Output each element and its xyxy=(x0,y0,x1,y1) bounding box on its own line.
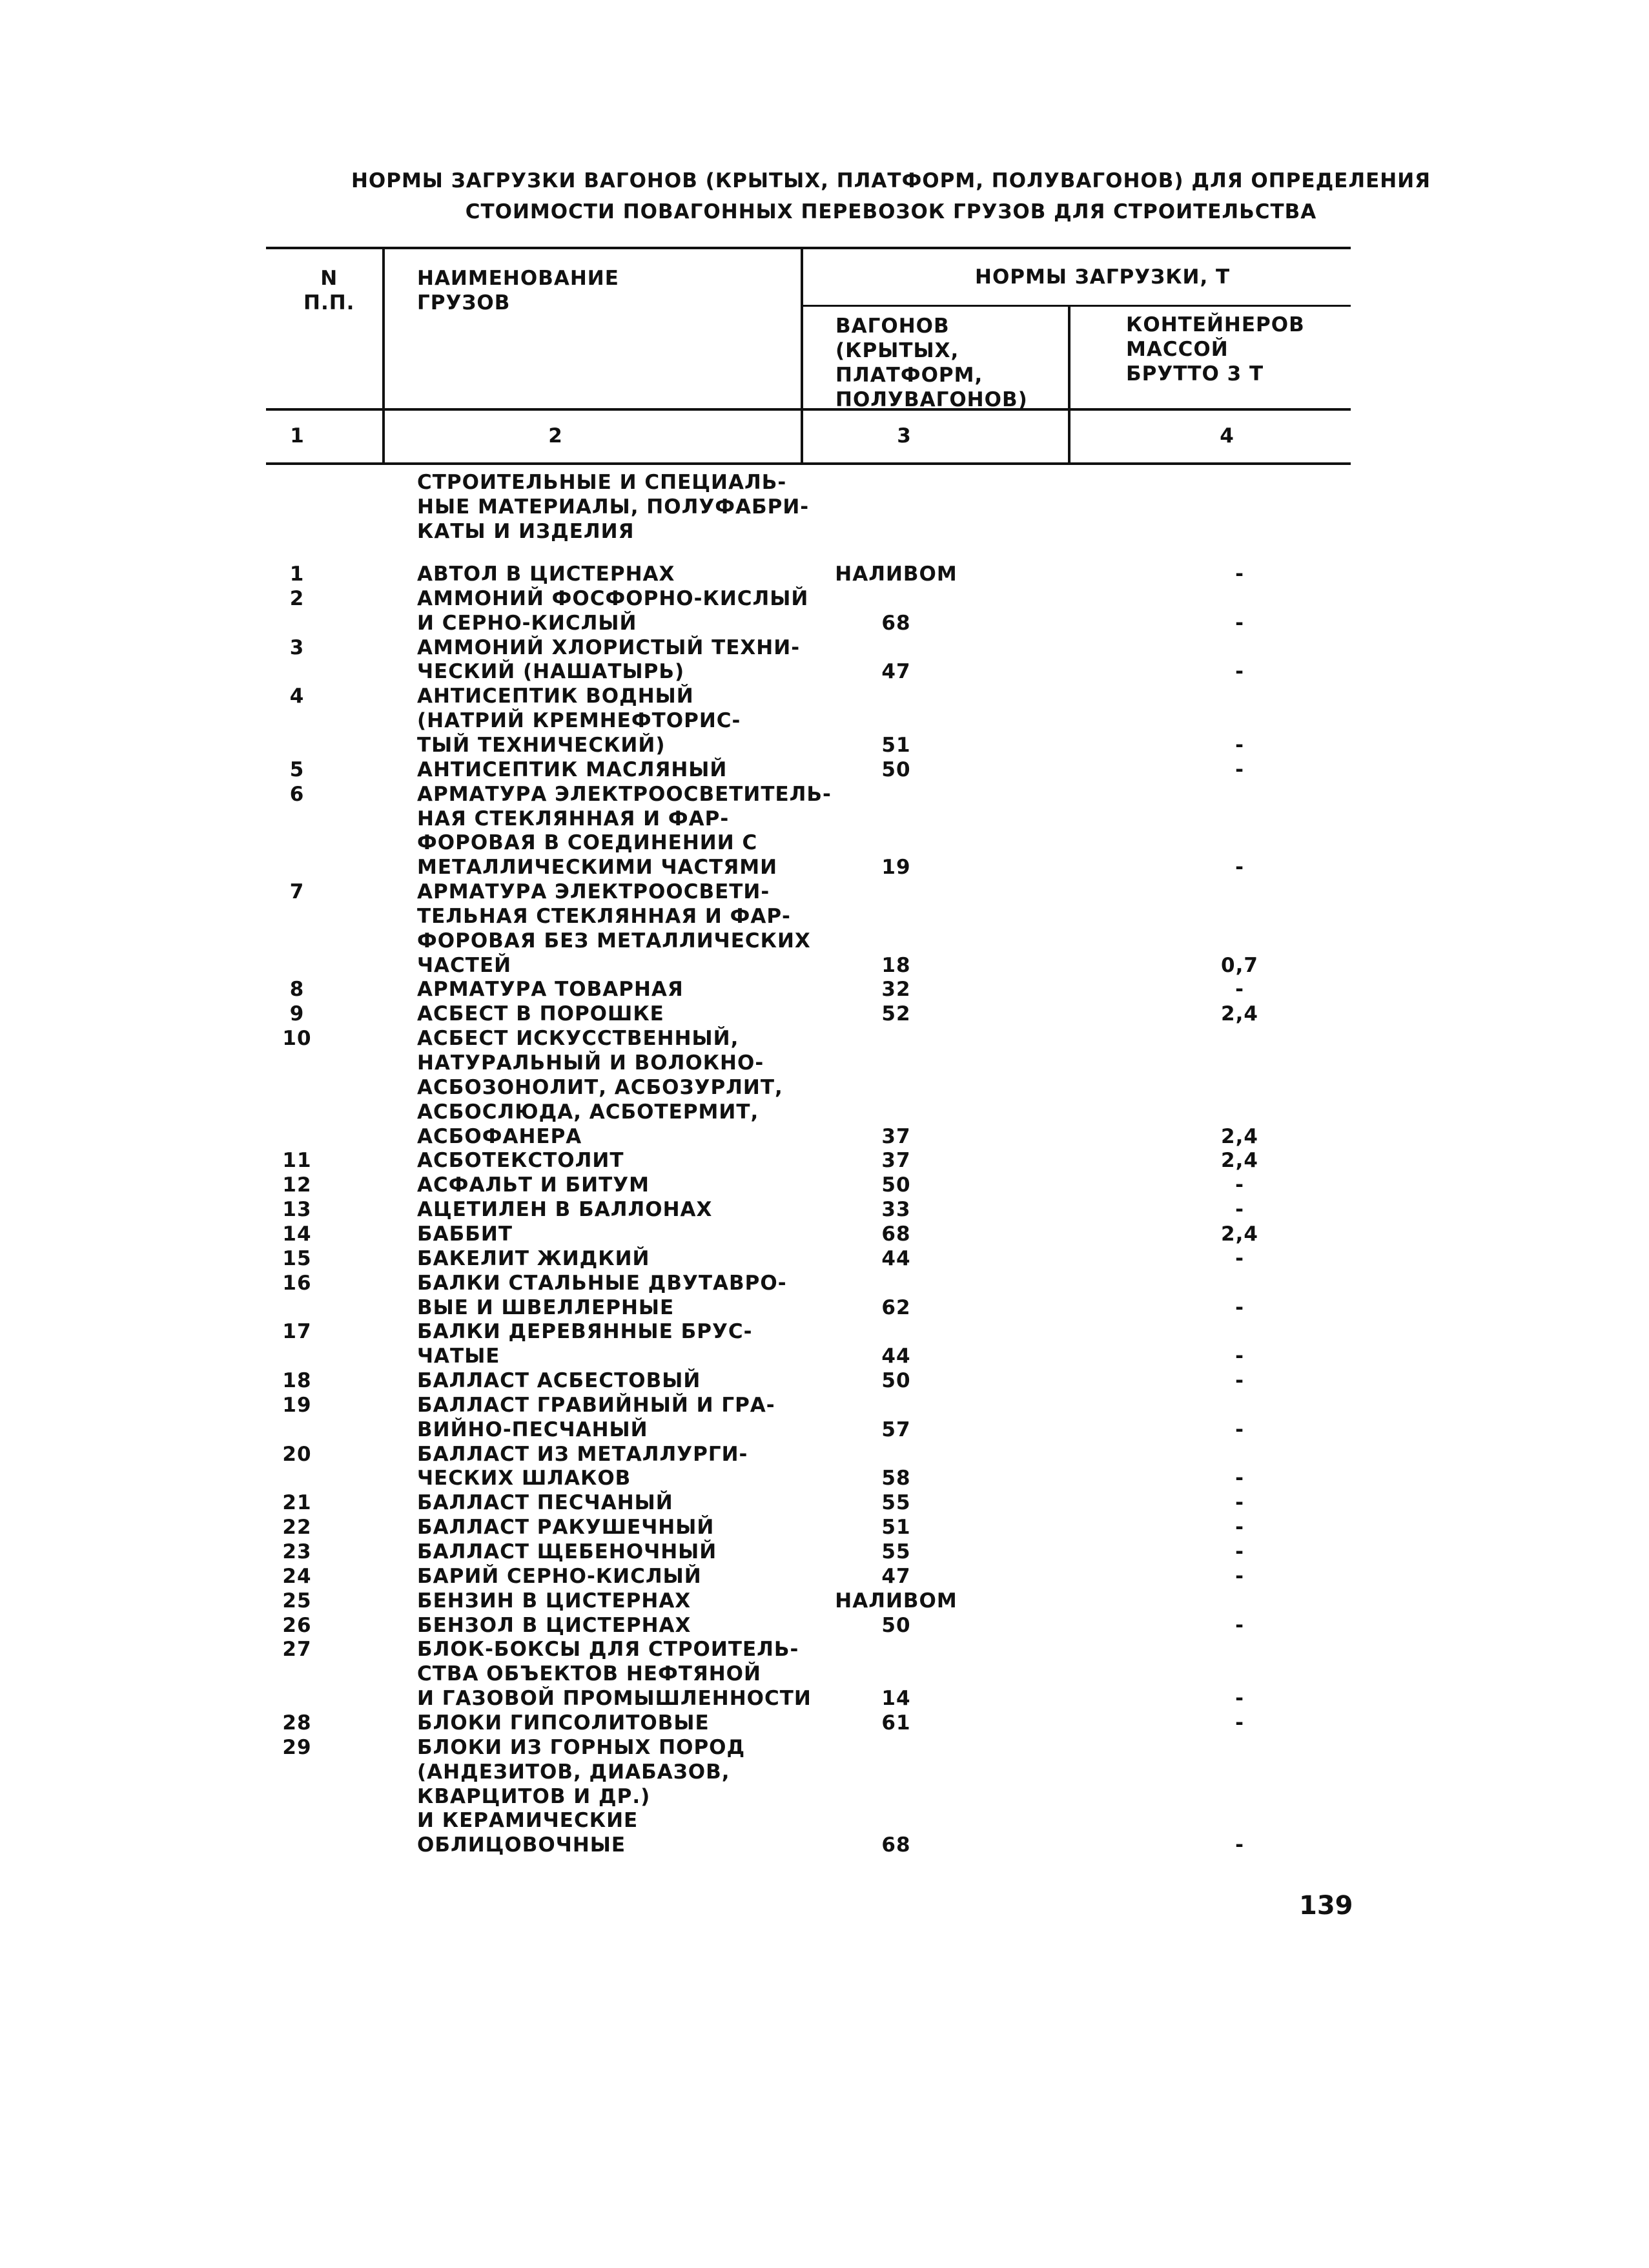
table-top-rule xyxy=(266,247,1351,249)
colnum-1: 1 xyxy=(290,424,304,448)
wagon-norm: 51 xyxy=(881,733,911,757)
row-number: 22 xyxy=(282,1516,312,1540)
wagon-norm: 50 xyxy=(881,758,911,781)
container-norm: - xyxy=(1235,856,1244,880)
cargo-name: БАББИТ xyxy=(417,1222,513,1246)
table-row xyxy=(0,1833,1649,1857)
table-row xyxy=(0,1466,1649,1490)
container-norm: - xyxy=(1235,1687,1244,1711)
cargo-name: БАЛЛАСТ ГРАВИЙНЫЙ И ГРА- xyxy=(417,1393,775,1417)
wagon-norm: 47 xyxy=(881,1564,911,1588)
wagon-norm: НАЛИВОМ xyxy=(835,1589,958,1613)
table-row xyxy=(0,1197,1649,1222)
table-row xyxy=(0,977,1649,1002)
wagon-norm: 68 xyxy=(881,1222,911,1246)
container-norm: - xyxy=(1235,1711,1244,1735)
container-norm: - xyxy=(1235,1369,1244,1393)
wagon-norm: 14 xyxy=(881,1687,911,1711)
container-norm: - xyxy=(1235,1491,1244,1515)
wagon-norm: 47 xyxy=(881,660,911,684)
row-number: 4 xyxy=(289,685,305,708)
cargo-name: ВИЙНО-ПЕСЧАНЫЙ xyxy=(417,1418,648,1441)
cargo-name: АНТИСЕПТИК МАСЛЯНЫЙ xyxy=(417,758,728,781)
row-number: 25 xyxy=(282,1589,312,1613)
header-bottom-rule xyxy=(266,408,1351,411)
section-title: СТРОИТЕЛЬНЫЕ И СПЕЦИАЛЬ- НЫЕ МАТЕРИАЛЫ, ПОЛУФАБРИ- КАТЫ И ИЗДЕЛИЯ xyxy=(417,471,810,543)
table-row xyxy=(0,1589,1649,1613)
table-row xyxy=(0,1760,1649,1784)
cargo-name: АММОНИЙ ФОСФОРНО-КИСЛЫЙ xyxy=(417,586,809,610)
container-norm: - xyxy=(1235,1246,1244,1270)
table-row xyxy=(0,1613,1649,1638)
container-norm: - xyxy=(1235,978,1244,1002)
table-row xyxy=(0,659,1649,684)
document-title-line-1: НОРМЫ ЗАГРУЗКИ ВАГОНОВ (КРЫТЫХ, ПЛАТФОРМ, ПОЛУВАГОНОВ) ДЛЯ ОПРЕДЕЛЕНИЯ xyxy=(351,169,1431,192)
table-row xyxy=(0,1368,1649,1393)
container-norm: - xyxy=(1235,562,1244,586)
wagon-norm: 55 xyxy=(881,1540,911,1563)
row-number: 17 xyxy=(282,1320,312,1344)
row-number: 11 xyxy=(282,1149,312,1173)
cargo-name: АСБЕСТ В ПОРОШКЕ xyxy=(417,1002,664,1026)
wagon-norm: 32 xyxy=(881,978,911,1002)
header-wagons: ВАГОНОВ (КРЫТЫХ, ПЛАТФОРМ, ПОЛУВАГОНОВ) xyxy=(835,314,1028,411)
table-row xyxy=(0,855,1649,880)
header-name: НАИМЕНОВАНИЕ ГРУЗОВ xyxy=(417,267,619,314)
cargo-name: АСБЕСТ ИСКУССТВЕННЫЙ, xyxy=(417,1027,739,1051)
cargo-name: АММОНИЙ ХЛОРИСТЫЙ ТЕХНИ- xyxy=(417,635,801,659)
table-row xyxy=(0,1271,1649,1295)
row-number: 29 xyxy=(282,1735,312,1759)
container-norm: - xyxy=(1235,1418,1244,1441)
cargo-name: ЧЕСКИЙ (НАШАТЫРЬ) xyxy=(417,660,685,684)
cargo-name: АВТОЛ В ЦИСТЕРНАХ xyxy=(417,562,675,586)
table-row xyxy=(0,1124,1649,1149)
wagon-norm: 58 xyxy=(881,1467,911,1490)
cargo-name: ЧАСТЕЙ xyxy=(417,953,512,977)
table-row xyxy=(0,562,1649,586)
table-row xyxy=(0,758,1649,782)
cargo-name: БАЛКИ СТАЛЬНЫЕ ДВУТАВРО- xyxy=(417,1271,787,1295)
container-norm: - xyxy=(1235,1613,1244,1637)
table-row xyxy=(0,1393,1649,1418)
colnum-4: 4 xyxy=(1220,424,1234,448)
table-row xyxy=(0,1100,1649,1124)
cargo-name: ВЫЕ И ШВЕЛЛЕРНЫЕ xyxy=(417,1295,675,1319)
wagon-norm: 51 xyxy=(881,1516,911,1540)
table-row xyxy=(0,611,1649,635)
cargo-name: И ГАЗОВОЙ ПРОМЫШЛЕННОСТИ xyxy=(417,1687,812,1711)
row-number: 21 xyxy=(282,1491,312,1515)
cargo-name: АНТИСЕПТИК ВОДНЫЙ xyxy=(417,685,694,708)
page-number: 139 xyxy=(1299,1891,1353,1921)
table-row xyxy=(0,1686,1649,1711)
wagon-norm: 50 xyxy=(881,1369,911,1393)
table-row xyxy=(0,1075,1649,1100)
wagon-norm: 37 xyxy=(881,1124,911,1148)
cargo-name: БАРИЙ СЕРНО-КИСЛЫЙ xyxy=(417,1564,702,1588)
row-number: 3 xyxy=(289,635,305,659)
cargo-name: АРМАТУРА ЭЛЕКТРООСВЕТИТЕЛЬ- xyxy=(417,782,832,806)
container-norm: - xyxy=(1235,660,1244,684)
row-number: 2 xyxy=(289,586,305,610)
cargo-name: ФОРОВАЯ БЕЗ МЕТАЛЛИЧЕСКИХ xyxy=(417,929,811,953)
cargo-name: БАЛКИ ДЕРЕВЯННЫЕ БРУС- xyxy=(417,1320,753,1344)
cargo-name: БАКЕЛИТ ЖИДКИЙ xyxy=(417,1246,650,1270)
cargo-name: ОБЛИЦОВОЧНЫЕ xyxy=(417,1833,626,1857)
cargo-name: (АНДЕЗИТОВ, ДИАБАЗОВ, xyxy=(417,1760,730,1784)
subheader-rule xyxy=(801,305,1351,307)
colnum-3: 3 xyxy=(897,424,911,448)
cargo-name: БАЛЛАСТ АСБЕСТОВЫЙ xyxy=(417,1369,701,1393)
colnum-bottom-rule xyxy=(266,462,1351,465)
container-norm: - xyxy=(1235,758,1244,781)
table-row xyxy=(0,733,1649,758)
cargo-name: ЧАТЫЕ xyxy=(417,1345,500,1368)
wagon-norm: 55 xyxy=(881,1491,911,1515)
cargo-name: АСБОФАНЕРА xyxy=(417,1124,582,1148)
row-number: 8 xyxy=(289,978,305,1002)
cargo-name: НАТУРАЛЬНЫЙ И ВОЛОКНО- xyxy=(417,1051,764,1075)
container-norm: - xyxy=(1235,733,1244,757)
row-number: 24 xyxy=(282,1564,312,1588)
col-divider-2 xyxy=(801,247,803,464)
table-row xyxy=(0,1564,1649,1589)
col-divider-1 xyxy=(382,247,385,464)
wagon-norm: 33 xyxy=(881,1198,911,1222)
cargo-name: И КЕРАМИЧЕСКИЕ xyxy=(417,1809,639,1833)
table-row xyxy=(0,684,1649,708)
wagon-norm: НАЛИВОМ xyxy=(835,562,958,586)
table-row xyxy=(0,1637,1649,1662)
cargo-name: БАЛЛАСТ РАКУШЕЧНЫЙ xyxy=(417,1516,715,1540)
wagon-norm: 68 xyxy=(881,611,911,635)
col-divider-3 xyxy=(1068,305,1070,464)
table-row xyxy=(0,1418,1649,1442)
table-row xyxy=(0,1051,1649,1075)
row-number: 10 xyxy=(282,1027,312,1051)
cargo-name: КВАРЦИТОВ И ДР.) xyxy=(417,1784,651,1808)
row-number: 12 xyxy=(282,1173,312,1197)
wagon-norm: 18 xyxy=(881,953,911,977)
row-number: 9 xyxy=(289,1002,305,1026)
container-norm: - xyxy=(1235,1516,1244,1540)
wagon-norm: 61 xyxy=(881,1711,911,1735)
table-row xyxy=(0,1784,1649,1809)
row-number: 19 xyxy=(282,1393,312,1417)
container-norm: - xyxy=(1235,611,1244,635)
cargo-name: АСБОСЛЮДА, АСБОТЕРМИТ, xyxy=(417,1100,759,1124)
header-norms: НОРМЫ ЗАГРУЗКИ, Т xyxy=(975,265,1231,289)
wagon-norm: 68 xyxy=(881,1833,911,1857)
table-row xyxy=(0,1442,1649,1467)
cargo-name: БЕНЗОЛ В ЦИСТЕРНАХ xyxy=(417,1613,691,1637)
cargo-name: АРМАТУРА ЭЛЕКТРООСВЕТИ- xyxy=(417,880,770,904)
cargo-name: АРМАТУРА ТОВАРНАЯ xyxy=(417,978,684,1002)
cargo-name: БАЛЛАСТ ИЗ МЕТАЛЛУРГИ- xyxy=(417,1442,748,1466)
table-row xyxy=(0,635,1649,660)
colnum-2: 2 xyxy=(548,424,562,448)
cargo-name: НАЯ СТЕКЛЯННАЯ И ФАР- xyxy=(417,807,730,830)
container-norm: 2,4 xyxy=(1221,1222,1258,1246)
row-number: 7 xyxy=(289,880,305,904)
wagon-norm: 62 xyxy=(881,1295,911,1319)
cargo-name: (НАТРИЙ КРЕМНЕФТОРИС- xyxy=(417,709,741,733)
container-norm: - xyxy=(1235,1540,1244,1563)
document-title-line-2: СТОИМОСТИ ПОВАГОННЫХ ПЕРЕВОЗОК ГРУЗОВ ДЛЯ СТРОИТЕЛЬСТВА xyxy=(465,200,1317,223)
cargo-name: АСФАЛЬТ И БИТУМ xyxy=(417,1173,650,1197)
row-number: 27 xyxy=(282,1638,312,1662)
table-row xyxy=(0,708,1649,733)
row-number: 23 xyxy=(282,1540,312,1563)
cargo-name: МЕТАЛЛИЧЕСКИМИ ЧАСТЯМИ xyxy=(417,856,778,880)
table-row xyxy=(0,1735,1649,1760)
table-row xyxy=(0,782,1649,807)
container-norm: 0,7 xyxy=(1221,953,1258,977)
table-row xyxy=(0,953,1649,978)
container-norm: 2,4 xyxy=(1221,1124,1258,1148)
wagon-norm: 44 xyxy=(881,1246,911,1270)
table-row xyxy=(0,1540,1649,1564)
cargo-name: ЧЕСКИХ ШЛАКОВ xyxy=(417,1467,631,1490)
row-number: 26 xyxy=(282,1613,312,1637)
row-number: 16 xyxy=(282,1271,312,1295)
cargo-name: ТЕЛЬНАЯ СТЕКЛЯННАЯ И ФАР- xyxy=(417,904,791,928)
cargo-name: ТЫЙ ТЕХНИЧЕСКИЙ) xyxy=(417,733,666,757)
table-row xyxy=(0,880,1649,904)
table-row xyxy=(0,1319,1649,1344)
cargo-name: АЦЕТИЛЕН В БАЛЛОНАХ xyxy=(417,1198,713,1222)
row-number: 5 xyxy=(289,758,305,781)
cargo-name: БЛОК-БОКСЫ ДЛЯ СТРОИТЕЛЬ- xyxy=(417,1638,799,1662)
cargo-name: БАЛЛАСТ ЩЕБЕНОЧНЫЙ xyxy=(417,1540,717,1563)
table-row xyxy=(0,586,1649,611)
cargo-name: БАЛЛАСТ ПЕСЧАНЫЙ xyxy=(417,1491,673,1515)
row-number: 13 xyxy=(282,1198,312,1222)
cargo-name: ФОРОВАЯ В СОЕДИНЕНИИ С xyxy=(417,831,758,855)
table-row xyxy=(0,1344,1649,1368)
container-norm: - xyxy=(1235,1833,1244,1857)
table-row xyxy=(0,1002,1649,1026)
row-number: 18 xyxy=(282,1369,312,1393)
table-row xyxy=(0,1246,1649,1271)
cargo-name: БЛОКИ ИЗ ГОРНЫХ ПОРОД xyxy=(417,1735,746,1759)
wagon-norm: 44 xyxy=(881,1345,911,1368)
table-row xyxy=(0,1222,1649,1246)
container-norm: 2,4 xyxy=(1221,1149,1258,1173)
container-norm: - xyxy=(1235,1173,1244,1197)
table-row xyxy=(0,1515,1649,1540)
row-number: 15 xyxy=(282,1246,312,1270)
cargo-name: АСБОЗОНОЛИТ, АСБОЗУРЛИТ, xyxy=(417,1075,783,1099)
table-row xyxy=(0,929,1649,953)
table-row xyxy=(0,1490,1649,1515)
table-row xyxy=(0,1662,1649,1686)
container-norm: - xyxy=(1235,1564,1244,1588)
wagon-norm: 57 xyxy=(881,1418,911,1441)
table-row xyxy=(0,1173,1649,1197)
header-containers: КОНТЕЙНЕРОВ МАССОЙ БРУТТО 3 Т xyxy=(1126,313,1305,386)
table-row xyxy=(0,1808,1649,1833)
container-norm: - xyxy=(1235,1295,1244,1319)
cargo-name: СТВА ОБЪЕКТОВ НЕФТЯНОЙ xyxy=(417,1662,761,1686)
cargo-name: И СЕРНО-КИСЛЫЙ xyxy=(417,611,637,635)
wagon-norm: 50 xyxy=(881,1173,911,1197)
table-row xyxy=(0,1026,1649,1051)
row-number: 14 xyxy=(282,1222,312,1246)
container-norm: - xyxy=(1235,1467,1244,1490)
row-number: 6 xyxy=(289,782,305,806)
cargo-name: БЕНЗИН В ЦИСТЕРНАХ xyxy=(417,1589,691,1613)
row-number: 1 xyxy=(289,562,305,586)
header-num: N П.П. xyxy=(303,267,355,314)
wagon-norm: 37 xyxy=(881,1149,911,1173)
container-norm: - xyxy=(1235,1198,1244,1222)
row-number: 28 xyxy=(282,1711,312,1735)
table-row xyxy=(0,904,1649,929)
table-row xyxy=(0,830,1649,855)
table-row xyxy=(0,807,1649,831)
table-row xyxy=(0,1148,1649,1173)
row-number: 20 xyxy=(282,1442,312,1466)
container-norm: 2,4 xyxy=(1221,1002,1258,1026)
table-row xyxy=(0,1295,1649,1320)
table-row xyxy=(0,1711,1649,1735)
cargo-name: БЛОКИ ГИПСОЛИТОВЫЕ xyxy=(417,1711,710,1735)
wagon-norm: 52 xyxy=(881,1002,911,1026)
cargo-name: АСБОТЕКСТОЛИТ xyxy=(417,1149,624,1173)
wagon-norm: 50 xyxy=(881,1613,911,1637)
container-norm: - xyxy=(1235,1345,1244,1368)
wagon-norm: 19 xyxy=(881,856,911,880)
